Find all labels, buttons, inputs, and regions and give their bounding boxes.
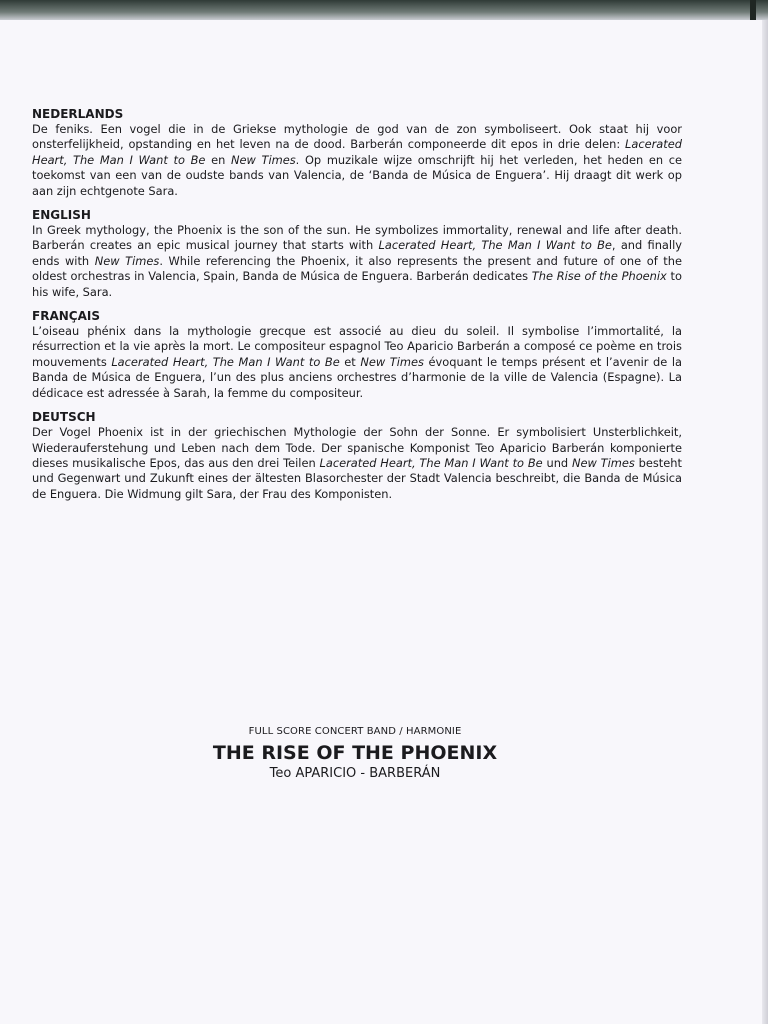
italic-title: Lacerated Heart, The Man I Want to Be [319,455,543,470]
composer-name: Teo APARICIO - BARBERÁN [269,766,441,781]
section-body [32,425,682,502]
italic-title: Lacerated Heart, The Man I Want to Be [111,354,340,369]
italic-title: Lacerated Heart, The Man I Want to Be [32,137,682,167]
text-run: . While referencing the Phoenix, it also represents the present and future of one of the oldest orchestras in Valencia, Spain, Banda de Música de Enguera. Barberán dedicates [32,253,682,284]
text-run: besteht und Gegenwart und Zukunft eines der ältesten Blasorchester der Stadt Valencia beschreibt, die Banda de Música de Enguera. Die Widmung gilt Sara, der Frau des Komponisten. [32,455,682,501]
text-run: L’oiseau phénix dans la mythologie grecque est associé au dieu du soleil. Il symbolise l’immortalité, la résurrection et la vie après la mort. Le compositeur espagnol Teo Aparicio Barberán a composé ce poème en trois mouvements [32,324,682,369]
italic-title: New Times [571,455,635,470]
section-deutsch [32,410,682,502]
italic-title: New Times [360,354,424,369]
section-francais [32,309,682,401]
score-label: FULL SCORE CONCERT BAND / HARMONIE [248,726,462,737]
italic-title: New Times [94,253,160,268]
text-run: Der Vogel Phoenix ist in der griechischen Mythologie der Sohn der Sonne. Er symbolisiert Unsterblichkeit, Wiederauferstehung und Leben nach dem Tode. Der spanische Komponist Teo Aparicio Barberán komponierte dieses musikalische Epos, das aus den drei Teilen [32,425,682,470]
text-run: , and finally ends with [32,238,682,268]
text-run: In Greek mythology, the Phoenix is the son of the sun. He symbolizes immortality, renewal and life after death. Barberán creates an epic musical journey that starts with [32,223,682,253]
text-run: . Op muzikale wijze omschrijft hij het verleden, het heden en ce toekomst van een van de oudste bands van Valencia, de ‘Banda de Música de Enguera’. Hij draagt dit werk op aan zijn echtgenote Sara. [32,152,682,198]
page-right-edge [762,20,768,1024]
text-run: évoquant le temps présent et l’avenir de la Banda de Música de Enguera, l’un des plus anciens orchestres d’harmonie de la ville de Valencia (Espagne). La dédicace est adressée à Sarah, la femme du compositeur. [32,354,682,400]
text-run: De feniks. Een vogel die in de Griekse mythologie de god van de zon symboliseert. Ook staat hij voor onsterfelijkheid, opstanding en het leven na de dood. Barberán componeerde dit epos in drie delen: [32,122,682,152]
italic-title: The Rise of the Phoenix [531,269,667,284]
section-body [32,223,682,300]
scan-edge-mark [750,0,756,20]
score-title: THE RISE OF THE PHOENIX [212,742,498,764]
section-body [32,324,682,401]
section-english [32,208,682,300]
italic-title: New Times [231,152,296,167]
score-title-block [0,725,710,782]
scan-top-edge [0,0,768,20]
section-body [32,122,682,199]
section-heading: NEDERLANDS [32,107,124,121]
text-run: und [542,455,572,470]
text-run: et [339,354,361,369]
program-notes [32,107,682,502]
text-run: to his wife, Sara. [32,269,682,299]
text-run: en [205,152,231,167]
section-heading: ENGLISH [32,208,91,223]
section-nederlands [32,107,682,199]
section-heading: FRANÇAIS [32,309,100,324]
section-heading: DEUTSCH [32,410,96,425]
italic-title: Lacerated Heart, The Man I Want to Be [378,238,612,253]
